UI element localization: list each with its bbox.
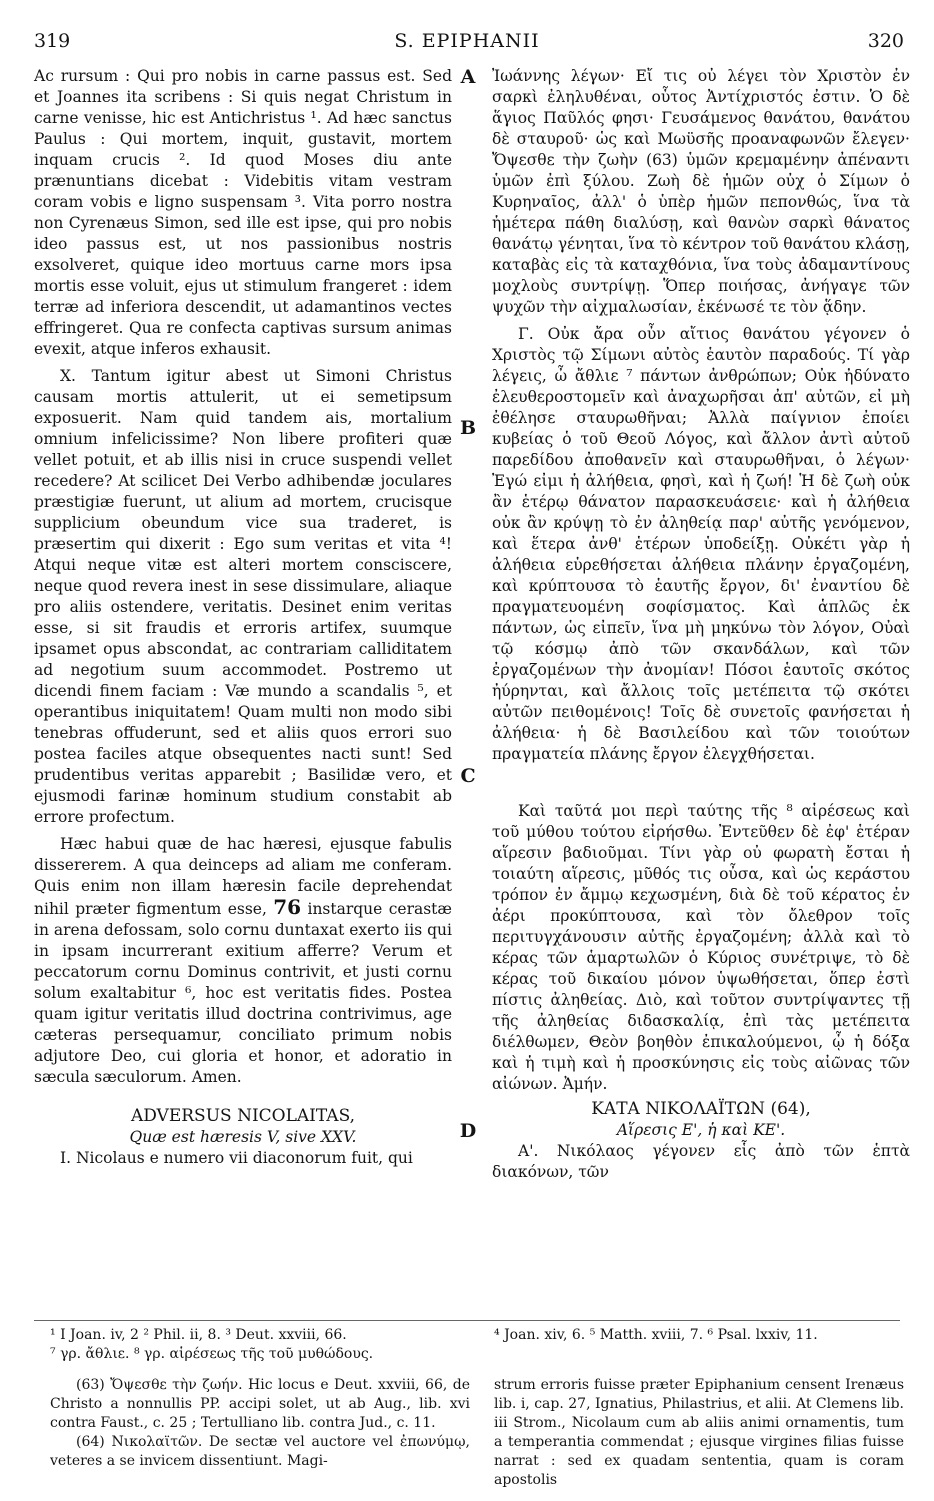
editor-notes-right xyxy=(494,1376,904,1490)
latin-paragraph-2: X. Tantum igitur abest ut Simoni Christus causam mortis attulerit, ut ei semetipsum exposuerit. Nam quid tandem ais, mortalium omnium infelicissime? Non libere profiteri quæ vellet potuit, et ab illis nisi in cruce suspendi vellet recedere? At scilicet Dei Verbo adhibendæ joculares præstigiæ fuerunt, ut alium ad mortem, crucisque supplicium obeundum vice sua traderet, is præsertim qui dixerit : Ego sum veritas et vita ⁴! Atqui neque vitæ est alteri mortem consciscere, neque quod revera inest in sese dissimulare, aliaque pro aliis ostendere, veritatis. Desinet enim veritas esse, si sit fraudis et erroris artifex, suumque ipsamet opus abscondat, ac contrariam calliditatem ad negotium suum accommodet. Postremo ut dicendi finem faciam : Væ mundo a scandalis ⁵, et operantibus iniquitatem! Quam multi non modo sibi tenebras offuderunt, sed et aliis quos errori suo postea faciles atque obsequentes nacti sunt! Sed prudentibus veritas apparebit ; Basilidæ vero, et ejusmodi farinæ hominum studium constabit ab errore profectum. xyxy=(34,367,452,826)
page-number-right: 320 xyxy=(867,30,904,52)
margin-mark-d: D xyxy=(459,1120,477,1142)
footnote-right-line-1: ⁴ Joan. xiv, 6. ⁵ Matth. xviii, 7. ⁶ Psal. lxxiv, 11. xyxy=(494,1327,818,1343)
latin-section-subtitle: Quæ est hæresis V, sive XXV. xyxy=(129,1128,357,1146)
running-header xyxy=(0,30,934,56)
margin-mark-a: A xyxy=(460,66,476,88)
latin-paragraph-4: I. Nicolaus e numero vii diaconorum fuit, qui xyxy=(60,1149,413,1167)
greek-paragraph-3: Καὶ ταῦτά μοι περὶ ταύτης τῆς ⁸ αἱρέσεως καὶ τοῦ μύθου τούτου εἰρήσθω. Ἐντεῦθεν δὲ ἐφ' ἑτέραν αἵρεσιν βαδιοῦμαι. Τίνι γὰρ οὐ φωρατὴ ἔσται ἡ τοιαύτη αἵρεσις, μῦθός τις οὖσα, καὶ ὡς κεράστου τρόπον ἐν ἄμμῳ κεχωσμένη, διὰ δὲ τοῦ κέρατος ἐν ἀέρι προκύπτουσα, καὶ τὸν ὄλεθρον τοῖς περιτυγχάνουσιν αὐτῆς ἐργαζομένη; ἀλλὰ καὶ τὸ κέρας τῶν ἁμαρτωλῶν ὁ Κύριος συνέτριψε, τὸ δὲ κέρας τοῦ δικαίου μόνον ὑψωθήσεται, ὅπερ ἐστὶ πίστις ἀληθείας. Διὸ, καὶ τοῦτον συντρίψαντες τῇ τῆς ἀληθείας διδασκαλίᾳ, ἐπὶ τὰς μετέπειτα διέλθωμεν, Θεὸν βοηθὸν ἐπικαλούμενοι, ᾧ ἡ δόξα καὶ ἡ τιμὴ καὶ ἡ προσκύνησις εἰς τοὺς αἰῶνας τῶν αἰώνων. Ἀμήν. xyxy=(492,802,910,1093)
footnote-left-line-2: ⁷ γρ. ἄθλιε. ⁸ γρ. αἱρέσεως τῆς τοῦ μυθώδους. xyxy=(50,1346,374,1362)
greek-paragraph-4: Α'. Νικόλαος γέγονεν εἷς ἀπὸ τῶν ἑπτὰ διακόνων, τῶν xyxy=(492,1142,910,1181)
page-number-left: 319 xyxy=(34,30,71,52)
margin-mark-b: B xyxy=(459,417,477,439)
latin-paragraph-1: Ac rursum : Qui pro nobis in carne passus est. Sed et Joannes ita scribens : Si quis negat Christum in carne venisse, hic est Antichristus ¹. Ad hæc sanctus Paulus : Qui mortem, inquit, gustavit, mortem inquam crucis ². Id quod Moses diu ante prænuntians dicebat : Videbitis vitam vestram coram vobis e ligno suspensam ³. Vita porro nostra non Cyrenæus Simon, sed ille est ipse, qui pro nobis ideo passus est, ut nos passionibus nostris exsolveret, quique ideo mortuus carne mors ipsa mortis esse voluit, ejus ut stimulum frangeret : idem terræ ad inferiora descendit, ut adamantinos vectes effringeret. Qua re confecta captivas sursum animas evexit, atque inferos exhausit. xyxy=(34,67,452,358)
running-title: S. EPIPHANII xyxy=(394,30,540,52)
editor-notes-left xyxy=(50,1376,470,1471)
footnote-rule xyxy=(34,1320,900,1321)
note-64-continued: strum erroris fuisse præter Epiphanium censent Irenæus lib. i, cap. 27, Ignatius, Philastrius, et alii. At Clemens lib. iii Strom., Nicolaum cum ab aliis animi ornamentis, tum a temperantia commendat ; ejusque virgines filias fuisse narrat : sed ex quadam sententia, quam is coram apostolis xyxy=(494,1377,904,1488)
greek-paragraph-1: Ἰωάννης λέγων· Εἴ τις οὐ λέγει τὸν Χριστὸν ἐν σαρκὶ ἐληλυθέναι, οὗτος Ἀντίχριστός ἐστιν. Ὁ δὲ ἅγιος Παῦλός φησι· Γευσάμενος θανάτου, θανάτου δὲ σταυροῦ· ὡς καὶ Μωϋσῆς προαναφωνῶν ἔλεγεν· Ὄψεσθε τὴν ζωὴν (63) ὑμῶν κρεμαμένην ἀπέναντι ὑμῶν ἐπὶ ξύλου. Ζωὴ δὲ ἡμῶν οὐχ ὁ Σίμων ὁ Κυρηναῖος, ἀλλ' ὁ ὑπὲρ ἡμῶν πεπονθώς, ἵνα τὰ ἡμέτερα πάθη διαλύσῃ, καὶ θανὼν σαρκὶ θάνατος θανάτῳ γένηται, ἵνα τὸ κέντρον τοῦ θανάτου κλάσῃ, καταβὰς εἰς τὰ καταχθόνια, ἵνα τοὺς ἀδαμαντίνους μοχλοὺς συντρίψῃ. Ὅπερ ποιήσας, ἀνήγαγε τῶν ψυχῶν τὴν αἰχμαλωσίαν, ἐκένωσέ τε τὸν ᾅδην. xyxy=(492,67,911,316)
footnotes-right xyxy=(494,1326,904,1345)
latin-paragraph-3 xyxy=(34,834,452,1088)
latin-column xyxy=(34,66,452,1169)
footnotes-left xyxy=(50,1326,470,1364)
latin-paragraph-3a: Hæc habui quæ de hac hæresi, ejusque fabulis dissererem. A qua deinceps ad aliam me conferam. Quis enim non illam hæresin facile deprehendat nihil præter figmentum esse, xyxy=(34,835,452,918)
margin-mark-c: C xyxy=(460,765,476,787)
greek-section-title: ΚΑΤΑ ΝΙΚΟΛΑΪΤΩΝ (64), xyxy=(591,1099,811,1119)
greek-paragraph-2: Γ. Οὐκ ἄρα οὖν αἴτιος θανάτου γέγονεν ὁ Χριστὸς τῷ Σίμωνι αὐτὸς ἑαυτὸν παραδούς. Τί γὰρ λέγεις, ὦ ἄθλιε ⁷ πάντων ἀνθρώπων; Οὐκ ἠδύνατο ἐλευθεροστομεῖν καὶ ἀναχωρῆσαι ἀπ' αὐτῶν, εἰ μὴ ἐθέλησε σταυρωθῆναι; Ἀλλὰ παίγνιον ἐποίει κυβείας ὁ τοῦ Θεοῦ Λόγος, καὶ ἄλλον ἀντὶ αὐτοῦ παρεδίδου ἀποθανεῖν καὶ σταυρωθῆναι, ὁ λέγων· Ἐγώ εἰμι ἡ ἀλήθεια, φησὶ, καὶ ἡ ζωή! Ἡ δὲ ζωὴ οὐκ ἂν ἑτέρῳ θάνατον παρασκευάσειε· καὶ ἡ ἀλήθεια οὐκ ἂν κρύψῃ τὸ ἐν ἀληθείᾳ παρ' αὐτῆς γενόμενον, καὶ ἕτερα ἀνθ' ἑτέρων ὑποδείξῃ. Οὐκέτι γὰρ ἡ ἀλήθεια εὑρεθήσεται ἀλήθεια πλάνην ἐργαζομένη, καὶ κρύπτουσα τὸ ἑαυτῆς ἔργον, δι' ἐναντίου δὲ πραγματευομένη σοφίσματος. Καὶ ἁπλῶς ἐκ πάντων, ὡς εἰπεῖν, ἵνα μὴ μηκύνω τὸν λόγον, Οὐαὶ τῷ κόσμῳ ἀπὸ τῶν σκανδάλων, καὶ τῶν ἐργαζομένων τὴν ἀνομίαν! Πόσοι ἑαυτοῖς σκότος ἠύρηνται, καὶ ἄλλοις τοῖς μετέπειτα τῷ σκότει αὐτῶν πειθομένοις! Τοῖς δὲ συνετοῖς φανήσεται ἡ ἀλήθεια· ἡ δὲ Βασιλείδου καὶ τῶν τοιούτων πραγματεία πλάνης ἔργον ἐλεγχθήσεται. xyxy=(492,325,910,763)
latin-section-title: ADVERSUS NICOLAITAS, xyxy=(130,1106,356,1126)
note-64: (64) Νικολαϊτῶν. De sectæ vel auctore vel ἐπωνύμῳ, veteres a se invicem dissentiunt. Magi- xyxy=(50,1434,470,1469)
column-number-76: 76 xyxy=(273,895,302,919)
footnote-left-line-1: ¹ I Joan. iv, 2 ² Phil. ii, 8. ³ Deut. xxviii, 66. xyxy=(50,1327,347,1343)
note-63: (63) Ὄψεσθε τὴν ζωήν. Hic locus e Deut. xxviii, 66, de Christo a nonnullis PP. accipi solet, ut ab Aug., lib. xvi contra Faust., c. 25 ; Tertulliano lib. contra Jud., c. 11. xyxy=(50,1377,470,1431)
latin-paragraph-3b: instarque cerastæ in arena defossam, solo cornu duntaxat exerto iis qui in ipsam incurrerant exitium afferre? Verum et peccatorum cornu Dominus contrivit, et justi cornu solum exaltabitur ⁶, hoc est veritatis fides. Postea quam igitur veritatis illud doctrina contrivimus, age cæteras persequamur, conciliato primum nobis adjutore Deo, cui gloria et honor, et adoratio in sæcula sæculorum. Amen. xyxy=(34,900,452,1086)
greek-section-subtitle: Αἵρεσις Ε', ἡ καὶ ΚΕ'. xyxy=(616,1121,786,1139)
greek-column xyxy=(492,66,910,1183)
